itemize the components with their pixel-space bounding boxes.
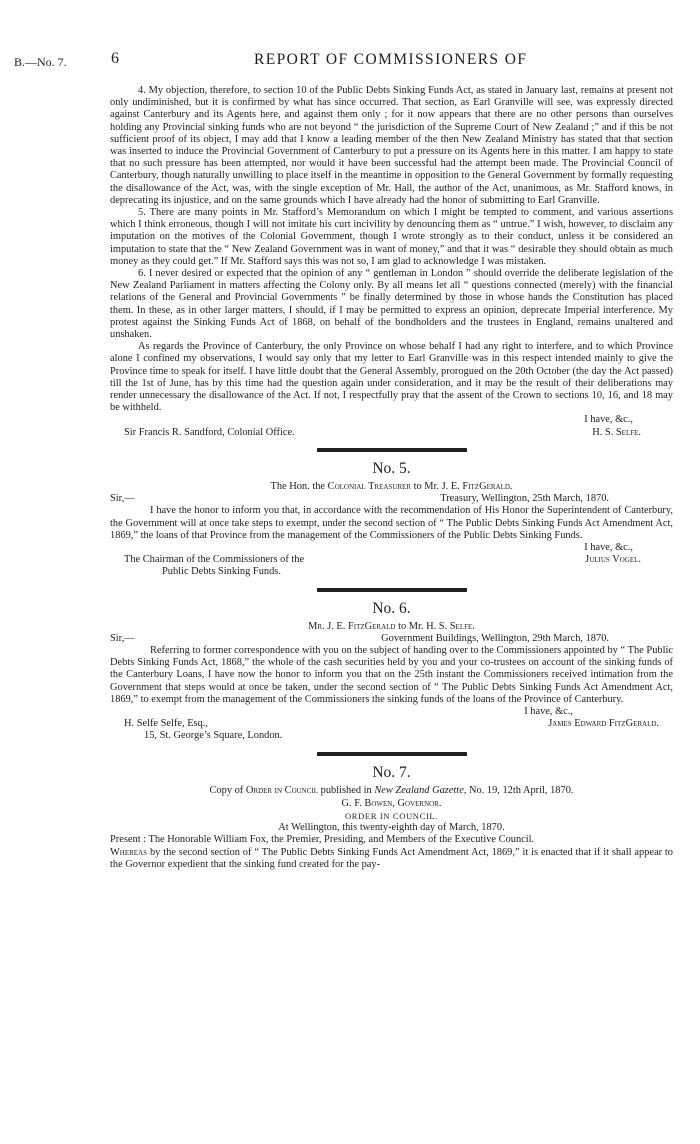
no7-governor: G. F. Bowen, Governor. (341, 797, 442, 809)
no6-sender: Mr. J. E. FitzGerald (308, 620, 396, 632)
no6-place-date: Government Buildings, Wellington, 29th March, 1870. (381, 632, 609, 644)
paragraph-5: 5. There are many points in Mr. Stafford’s Memorandum on which I might be tempted to comment, and various assertions which I think erroneous, though I will not imitate his curt incivility by denouncing them as “ untrue.” I wish, however, to disclaim any imputation on the motives of the Colonial Government, though I wrote strongly as to their conduct, unless it be considered an imputation to state that the “ New Zealand Government was in want of money,” and that it was “ desirable they should obtain as much money as they could get.” If Mr. Stafford says this was not so, I am glad to acknowledge I was mistaken. (110, 207, 673, 267)
no5-sender: Colonial Treasurer (327, 480, 411, 492)
no5-signature: Julius Vogel. (585, 554, 641, 566)
no6-salutation-line (110, 633, 673, 645)
no6-recipient: Selfe. (449, 620, 475, 632)
page-number: 6 (111, 50, 119, 67)
no6-addressee-1: H. Selfe Selfe, Esq., (124, 718, 208, 730)
no5-from-to (110, 481, 673, 493)
no5-addressee-1: The Chairman of the Commissioners of the (124, 554, 305, 566)
paper-reference: B.—No. 7. (14, 55, 67, 69)
no6-to: to Mr. H. S. (398, 620, 448, 632)
letter4-signoff (110, 427, 673, 439)
paragraph-6: 6. I never desired or expected that the opinion of any “ gentleman in London ” should override the deliberate legislation of the New Zealand Parliament in matters affecting the Colony only. By all means let all “ questions connected (merely) with the financial relations of the General and Provincial Governments ” be finally determined by those in whose hands the Constitution has placed them. In these, as in other larger matters, I should, if I may be permitted to express an opinion, deprecate Imperial interference. My protest against the Sinking Funds Act of 1868, on behalf of the bondholders and the trustees in England, remains unaltered and unshaken. (110, 268, 673, 341)
letter4-valediction: I have, &c., (584, 414, 633, 426)
no6-addressee-2: 15, St. George’s Square, London. (144, 730, 283, 742)
paragraph-4: 4. My objection, therefore, to section 10 of the Public Debts Sinking Funds Act, as stated in January last, remains at present not only undiminished, but it is confirmed by what has since occurred. That section, as Earl Granville will see, was expressly directed against Canterbury and its Agents here, and against them only ; for it now appears that there are no other persons than ourselves holding any Provincial sinking funds who are not beyond “ the jurisdiction of the Supreme Court of New Zealand ;” and if this be not sufficient proof of its object, I may add that I know a leading member of the then New Zealand Ministry has stated that that section was inserted to induce the Provincial Government of Canterbury to put a pressure on its Agents here in this matter. I am happy to state that no such pressure has been attempted, nor would it have been successful had the attempt been made. The Provincial Council of Canterbury, though naturally unwilling to place itself in the meantime in opposition to the General Government by formally requesting the disallowance of the Act, was, with the single exception of Mr. Hall, the author of the Act, unanimous, as Mr. Stafford knows, in deprecating its injustice, and on the same grounds which I have already had the honor of submitting to Earl Granville. (110, 85, 673, 206)
no5-addressee-2: Public Debts Sinking Funds. (162, 566, 281, 578)
paragraph-canterbury: As regards the Province of Canterbury, the only Province on whose behalf I had any right to interfere, and to which Province alone I confined my observations, I would say only that my letter to Earl Granville was in this respect intended mainly to give the Province time to speak for itself. I have little doubt that the General Assembly, prorogued on the 20th October (the day the Act passed) till the 1st of June, has by this time had the question again under consideration, and it may be the result of their deliberations may render unnecessary the disallowance of the Act. If not, I respectfully pray that the assent of the Crown to sections 10, 16, and 18 may be withheld. (110, 341, 673, 414)
no7-copy-of: Copy of (209, 784, 244, 796)
no7-published-in: published in (320, 784, 372, 796)
no5-place-date: Treasury, Wellington, 25th March, 1870. (440, 493, 609, 505)
no6-heading: No. 6. (372, 599, 411, 617)
no7-order-in-council: Order in Council (245, 784, 319, 796)
no5-valediction: I have, &c., (584, 541, 633, 553)
running-title: REPORT OF COMMISSIONERS OF (254, 51, 528, 68)
letter4-addressee: Sir Francis R. Sandford, Colonial Office. (124, 426, 295, 438)
letter4-signature: H. S. Selfe. (592, 426, 641, 438)
section-divider (317, 588, 467, 592)
no6-valediction: I have, &c., (524, 705, 573, 717)
no6-signoff (110, 718, 673, 730)
no7-heading: No. 7. (372, 763, 411, 781)
page-body (110, 85, 673, 871)
no7-gazette: New Zealand Gazette (374, 784, 464, 796)
no7-whereas-paragraph (110, 847, 673, 871)
no5-recipient: FitzGerald. (462, 480, 513, 492)
section-divider (317, 448, 467, 452)
no6-signature: James Edward FitzGerald. (548, 718, 659, 730)
no7-gazette-ref: , No. 19, 12th April, 1870. (463, 784, 574, 796)
section-divider (317, 752, 467, 756)
no7-title-line (110, 785, 673, 797)
no5-to: to Mr. J. E. (413, 480, 460, 492)
no6-from-to (110, 621, 673, 633)
no5-body: I have the honor to inform you that, in accordance with the recommendation of His Honor the Superintendent of Canterbury, the Government will at once take steps to exempt, under the second section of “ The Public Debts Sinking Funds Act Amendment Act, 1869,” the loans of that Province from the management of the Commissioners of the Public Debts Sinking Funds. (110, 505, 673, 541)
no7-place-date: At Wellington, this twenty-eighth day of March, 1870. (278, 822, 505, 834)
no7-body: by the second section of “ The Public Debts Sinking Funds Act Amendment Act, 1869,” it is enacted that if it shall appear to the Governor expedient that the sinking fund created for the pay- (110, 846, 673, 870)
no5-signoff (110, 554, 673, 566)
no5-salutation-line (110, 493, 673, 505)
no5-hon: The Hon. the (270, 480, 326, 492)
no6-salutation: Sir,— (110, 632, 135, 644)
no7-order-title: ORDER IN COUNCIL. (344, 810, 439, 821)
no7-whereas: Whereas (110, 846, 148, 858)
page-header (0, 50, 700, 73)
no7-present: Present : The Honorable William Fox, the Premier, Presiding, and Members of the Executive Council. (110, 834, 535, 846)
no5-salutation: Sir,— (110, 493, 135, 505)
no6-body: Referring to former correspondence with you on the subject of handing over to the Commissioners appointed by “ The Public Debts Sinking Funds Act, 1868,” the whole of the cash securities held by you and your co-trustees on account of the sinking funds of the Canterbury Loans, I have now the honor to inform you that on the 25th instant the Commissioners received intimation from the Government that steps would at once be taken, under the second section of “ The Public Debts Sinking Funds Act Amendment Act, 1869,” to exempt from the management of the Commissioners the sinking funds of the loans of the Province of Canterbury. (110, 644, 673, 705)
no5-heading: No. 5. (372, 459, 411, 477)
